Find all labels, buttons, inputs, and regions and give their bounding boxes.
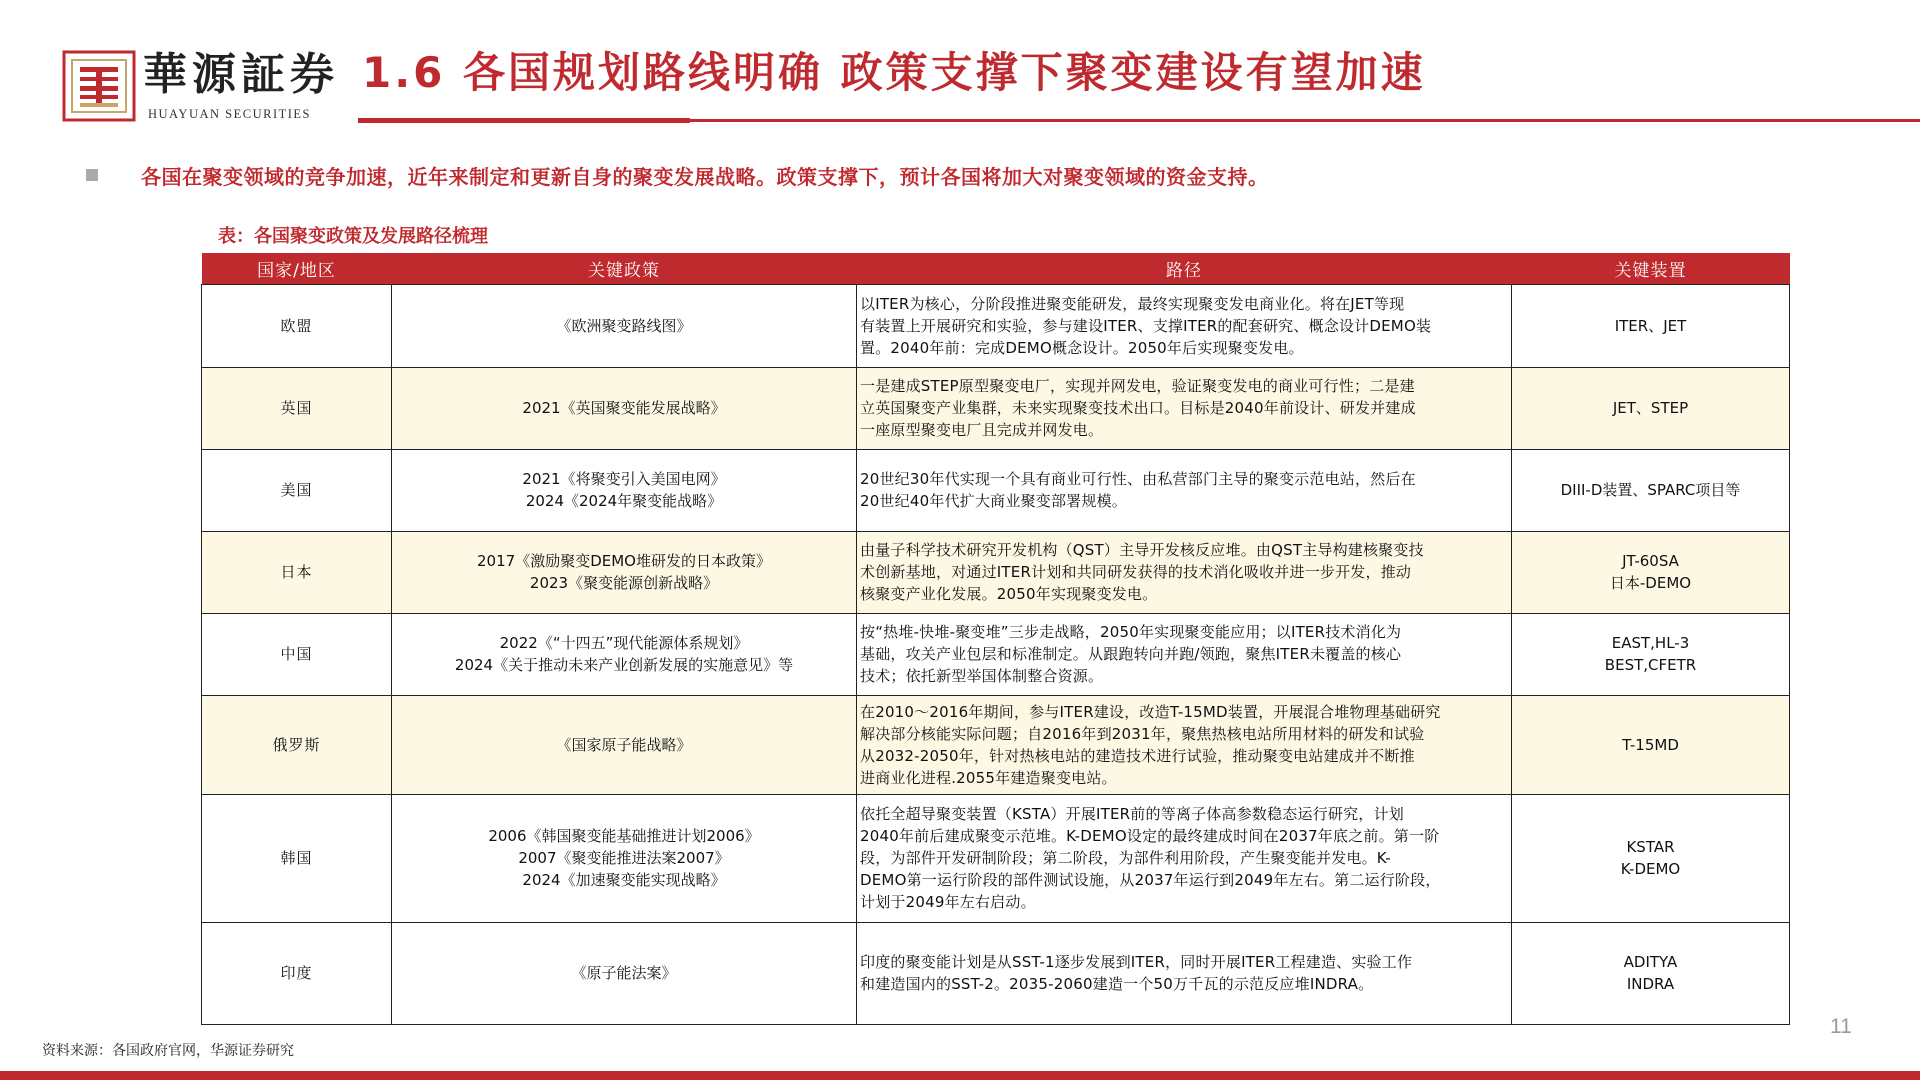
path-cell: 依托全超导聚变装置（KSTA）开展ITER前的等离子体高参数稳态运行研究，计划 2040年前后建成聚变示范堆。K-DEMO设定的最终建成时间在2037年底之前。第一阶 段，为部件开发研制阶段；第二阶段，为部件利用阶段，产生聚变能并发电。K- DEMO第一运行阶段的部件测试设施，从2037年运行到2049年左右。第二运行阶段， 计划于2049年左右启动。 xyxy=(857,794,1512,922)
table-row xyxy=(202,367,1790,449)
huayuan-logo xyxy=(62,50,136,122)
table-row xyxy=(202,922,1790,1024)
policy-cell: 《欧洲聚变路线图》 xyxy=(392,284,857,367)
source-note: 资料来源：各国政府官网，华源证券研究 xyxy=(42,1043,294,1059)
country-cell: 印度 xyxy=(202,922,392,1024)
title-underline xyxy=(690,119,1920,122)
device-cell: T-15MD xyxy=(1512,695,1790,794)
path-cell: 一是建成STEP原型聚变电厂，实现并网发电，验证聚变发电的商业可行性；二是建 立英国聚变产业集群，未来实现聚变技术出口。目标是2040年前设计、研发并建成 一座原型聚变电厂且完成并网发电。 xyxy=(857,367,1512,449)
device-cell: JET、STEP xyxy=(1512,367,1790,449)
slide-title: 1.6 各国规划路线明确 政策支撑下聚变建设有望加速 xyxy=(362,48,1426,97)
bullet-square-icon xyxy=(86,169,98,181)
table-header-row xyxy=(202,253,1790,284)
policy-cell: 2006《韩国聚变能基础推进计划2006》 2007《聚变能推进法案2007》 2024《加速聚变能实现战略》 xyxy=(392,794,857,922)
policy-cell: 2017《激励聚变DEMO堆研发的日本政策》 2023《聚变能源创新战略》 xyxy=(392,531,857,613)
path-cell: 20世纪30年代实现一个具有商业可行性、由私营部门主导的聚变示范电站，然后在 20世纪40年代扩大商业聚变部署规模。 xyxy=(857,449,1512,531)
path-cell: 在2010～2016年期间，参与ITER建设，改造T-15MD装置，开展混合堆物理基础研究 解决部分核能实际问题；自2016年到2031年，聚焦热核电站所用材料的研发和试验 从2032-2050年，针对热核电站的建造技术进行试验，推动聚变电站建成并不断推 进商业化进程.2055年建造聚变电站。 xyxy=(857,695,1512,794)
header-path: 路径 xyxy=(857,253,1512,284)
country-cell: 俄罗斯 xyxy=(202,695,392,794)
header-country: 国家/地区 xyxy=(202,253,392,284)
path-cell: 以ITER为核心，分阶段推进聚变能研发，最终实现聚变发电商业化。将在JET等现 有装置上开展研究和实验，参与建设ITER、支撑ITER的配套研究、概念设计DEMO装 置。2040年前：完成DEMO概念设计。2050年后实现聚变发电。 xyxy=(857,284,1512,367)
footer-bar xyxy=(0,1071,1920,1080)
title-underline-accent xyxy=(358,118,690,123)
table-row xyxy=(202,695,1790,794)
policy-cell: 2022《“十四五”现代能源体系规划》 2024《关于推动未来产业创新发展的实施意见》等 xyxy=(392,613,857,695)
policy-cell: 2021《英国聚变能发展战略》 xyxy=(392,367,857,449)
path-cell: 按“热堆-快堆-聚变堆”三步走战略，2050年实现聚变能应用；以ITER技术消化为 基础，攻关产业包层和标准制定。从跟跑转向并跑/领跑，聚焦ITER未覆盖的核心 技术；依托新型举国体制整合资源。 xyxy=(857,613,1512,695)
policy-cell: 《原子能法案》 xyxy=(392,922,857,1024)
table-row xyxy=(202,449,1790,531)
country-cell: 英国 xyxy=(202,367,392,449)
header-policy: 关键政策 xyxy=(392,253,857,284)
device-cell: DIII-D装置、SPARC项目等 xyxy=(1512,449,1790,531)
policy-cell: 2021《将聚变引入美国电网》 2024《2024年聚变能战略》 xyxy=(392,449,857,531)
country-cell: 韩国 xyxy=(202,794,392,922)
table-row xyxy=(202,284,1790,367)
country-cell: 欧盟 xyxy=(202,284,392,367)
country-cell: 美国 xyxy=(202,449,392,531)
policy-table xyxy=(201,253,1790,1025)
table-row xyxy=(202,613,1790,695)
page-number: 11 xyxy=(1830,1015,1852,1038)
country-cell: 中国 xyxy=(202,613,392,695)
brand-name-en: HUAYUAN SECURITIES xyxy=(148,107,312,121)
brand-name-cn: 華源証券 xyxy=(143,49,339,100)
table-row xyxy=(202,794,1790,922)
device-cell: ADITYA INDRA xyxy=(1512,922,1790,1024)
device-cell: JT-60SA 日本-DEMO xyxy=(1512,531,1790,613)
table-caption: 表：各国聚变政策及发展路径梳理 xyxy=(218,226,488,247)
table-row xyxy=(202,531,1790,613)
device-cell: EAST,HL-3 BEST,CFETR xyxy=(1512,613,1790,695)
path-cell: 印度的聚变能计划是从SST-1逐步发展到ITER，同时开展ITER工程建造、实验工作 和建造国内的SST-2。2035-2060建造一个50万千瓦的示范反应堆INDRA。 xyxy=(857,922,1512,1024)
header-device: 关键装置 xyxy=(1512,253,1790,284)
device-cell: KSTAR K-DEMO xyxy=(1512,794,1790,922)
country-cell: 日本 xyxy=(202,531,392,613)
summary-bullet: 各国在聚变领域的竞争加速，近年来制定和更新自身的聚变发展战略。政策支撑下，预计各国将加大对聚变领域的资金支持。 xyxy=(141,165,1269,189)
path-cell: 由量子科学技术研究开发机构（QST）主导开发核反应堆。由QST主导构建核聚变技 术创新基地，对通过ITER计划和共同研发获得的技术消化吸收并进一步开发，推动 核聚变产业化发展。2050年实现聚变发电。 xyxy=(857,531,1512,613)
device-cell: ITER、JET xyxy=(1512,284,1790,367)
policy-cell: 《国家原子能战略》 xyxy=(392,695,857,794)
